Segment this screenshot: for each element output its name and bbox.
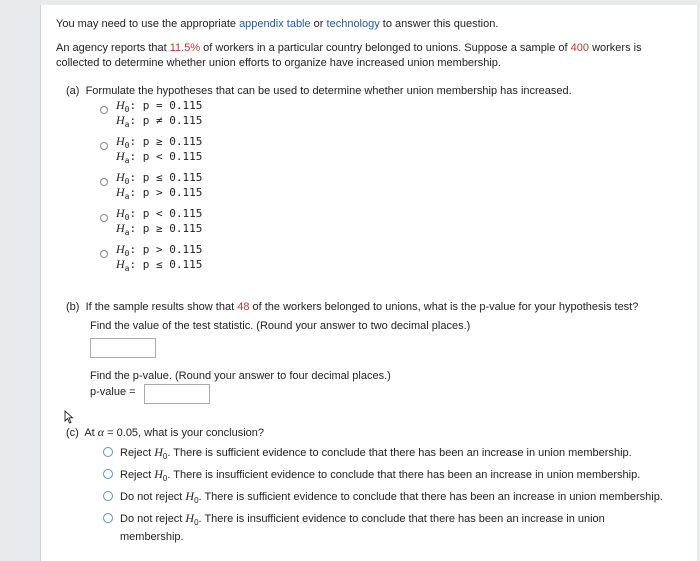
conclusion-option-4[interactable]: [103, 511, 693, 547]
problem-part3: workers is collected to determine whether union efforts to organize have increased union membership.: [56, 42, 642, 69]
conclusion-option-text: Reject $H_0$. There is insufficient evidence to conclude that there has been an increase in union membership.: [120, 467, 641, 484]
mouse-cursor-icon: [64, 410, 74, 424]
radio-button[interactable]: [103, 491, 113, 501]
part-b-label: (b): [66, 301, 80, 313]
part-c-text-before: At: [84, 427, 98, 439]
sample-size: 400: [570, 42, 590, 54]
alt-hypothesis: $H_a$: p > 0.115: [116, 185, 203, 202]
intro-mid: or: [310, 18, 327, 30]
alt-hypothesis: $H_a$: p ≠ 0.115: [116, 113, 203, 130]
null-hypothesis: $H_0$: p = 0.115: [116, 98, 203, 115]
conclusion-options: [103, 445, 693, 547]
radio-button[interactable]: [103, 447, 113, 457]
hypothesis-option-3[interactable]: [100, 170, 300, 206]
null-hypothesis: $H_0$: p < 0.115: [116, 206, 203, 223]
problem-part1: An agency reports that: [56, 42, 170, 54]
radio-button[interactable]: [100, 250, 108, 258]
null-hypothesis: $H_0$: p ≥ 0.115: [116, 134, 203, 151]
union-count: 48: [237, 301, 250, 313]
part-c-question: [66, 425, 264, 440]
null-hypothesis: $H_0$: p > 0.115: [116, 242, 203, 259]
technology-link[interactable]: technology: [326, 18, 380, 30]
radio-button[interactable]: [100, 214, 108, 222]
alt-hypothesis: $H_a$: p ≥ 0.115: [116, 221, 203, 238]
test-statistic-input[interactable]: [90, 338, 156, 358]
pvalue-prompt: Find the p-value. (Round your answer to four decimal places.): [90, 370, 391, 382]
conclusion-option-text: Do not reject $H_0$. There is insufficient evidence to conclude that there has been an increase in union membership.: [120, 511, 605, 544]
conclusion-option-text: Do not reject $H_0$. There is sufficient evidence to conclude that there has been an increase in union membership.: [120, 489, 663, 506]
hypothesis-option-5[interactable]: [100, 242, 300, 278]
hypothesis-option-4[interactable]: [100, 206, 300, 242]
pvalue-input[interactable]: [144, 384, 210, 404]
radio-button[interactable]: [100, 178, 108, 186]
test-statistic-prompt: Find the value of the test statistic. (Round your answer to two decimal places.): [90, 320, 471, 332]
radio-button[interactable]: [103, 469, 113, 479]
conclusion-option-2[interactable]: [103, 467, 693, 489]
alt-hypothesis: $H_a$: p ≤ 0.115: [116, 257, 203, 274]
part-b-text-before: If the sample results show that: [85, 301, 238, 313]
pvalue-label: p-value =: [90, 386, 136, 398]
problem-part2: of workers in a particular country belonged to unions. Suppose a sample of: [200, 42, 571, 54]
part-c-label: (c): [66, 427, 79, 439]
radio-button[interactable]: [100, 106, 108, 114]
intro-before: You may need to use the appropriate: [56, 18, 240, 30]
null-hypothesis: $H_0$: p ≤ 0.115: [116, 170, 203, 187]
part-a-question: [66, 85, 686, 97]
intro-text: [56, 17, 686, 32]
radio-button[interactable]: [100, 142, 108, 150]
union-percent: 11.5%: [169, 42, 201, 54]
hypothesis-option-1[interactable]: [100, 98, 300, 134]
alt-hypothesis: $H_a$: p < 0.115: [116, 149, 203, 166]
hypothesis-options: [100, 98, 300, 278]
problem-statement: [56, 41, 688, 71]
conclusion-option-text: Reject $H_0$. There is sufficient evidence to conclude that there has been an increase in union membership.: [120, 445, 632, 462]
radio-button[interactable]: [103, 513, 113, 523]
part-b-text-after: of the workers belonged to unions, what is the p-value for your hypothesis test?: [249, 301, 639, 313]
intro-after: to answer this question.: [379, 18, 499, 30]
part-a-text: Formulate the hypotheses that can be used to determine whether union membership has increased.: [85, 85, 572, 97]
part-b-question: [66, 301, 686, 313]
conclusion-option-3[interactable]: [103, 489, 693, 511]
appendix-table-link[interactable]: appendix table: [239, 18, 311, 30]
alpha-symbol: α: [97, 425, 105, 439]
hypothesis-option-2[interactable]: [100, 134, 300, 170]
part-c-text-after: = 0.05, what is your conclusion?: [104, 427, 265, 439]
conclusion-option-1[interactable]: [103, 445, 693, 467]
part-a-label: (a): [66, 85, 80, 97]
